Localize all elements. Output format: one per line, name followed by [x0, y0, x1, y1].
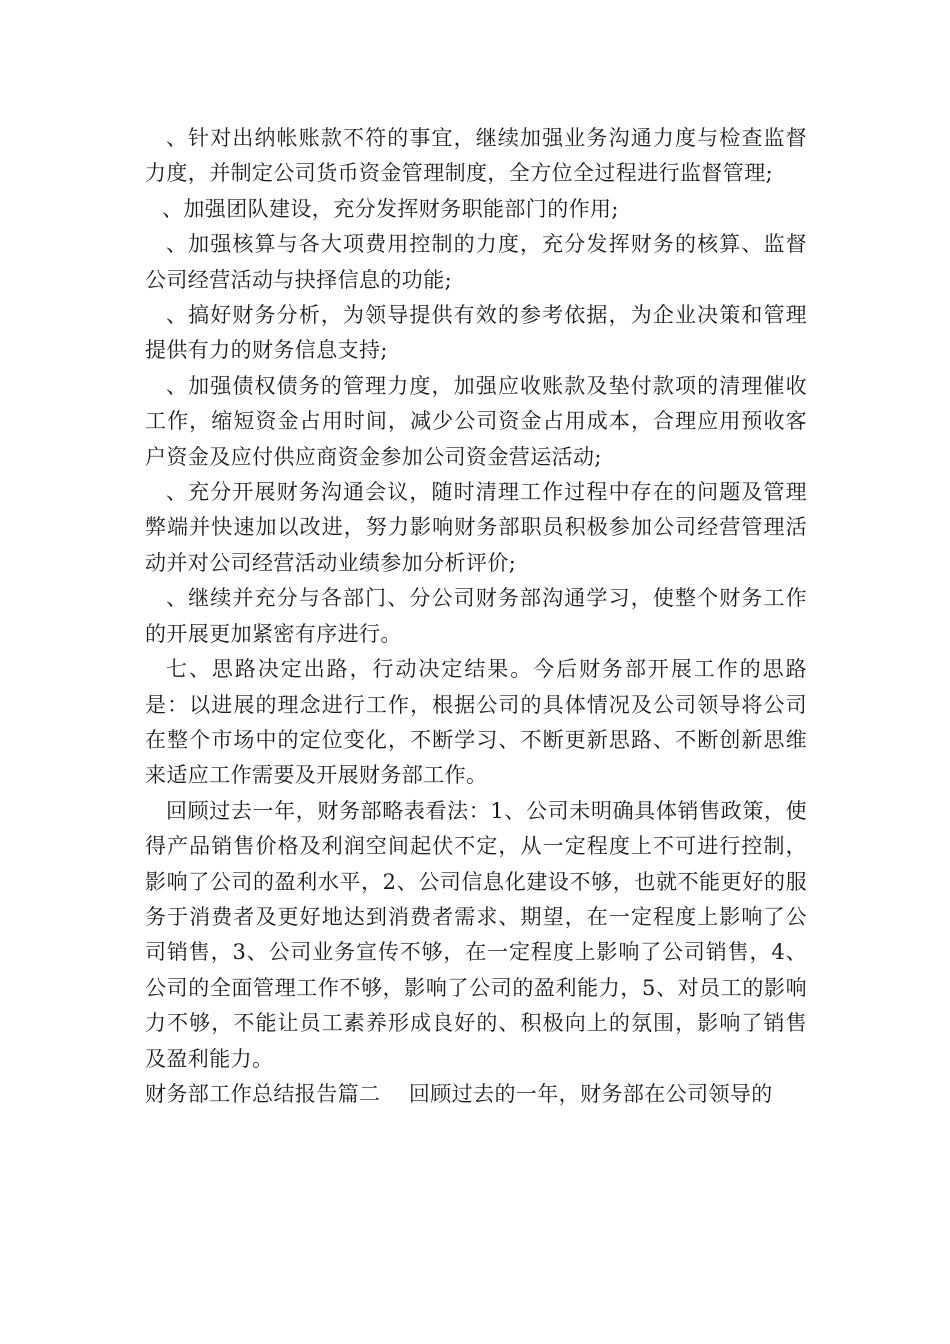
document-page	[145, 121, 807, 1112]
paragraph-communication-meetings: 、充分开展财务沟通会议，随时清理工作过程中存在的问题及管理弊端并快速加以改进，努力影响财务部职员积极参加公司经营管理活动并对公司经营活动业绩参加分析评价;	[145, 480, 807, 575]
paragraph-financial-analysis: 、搞好财务分析，为领导提供有效的参考依据，为企业决策和管理提供有力的财务信息支持;	[145, 303, 807, 363]
paragraph-debt-management: 、加强债权债务的管理力度，加强应收账款及垫付款项的清理催收工作，缩短资金占用时间，减少公司资金占用成本，合理应用预收客户资金及应付供应商资金参加公司资金营运活动;	[145, 373, 807, 469]
paragraph-year-review: 回顾过去一年，财务部略表看法：1、公司未明确具体销售政策，使得产品销售价格及利润空间起伏不定，从一定程度上不可进行控制，影响了公司的盈利水平，2、公司信息化建设不够，也就不能更好的服务于消费者及更好地达到消费者需求、期望，在一定程度上影响了公司销售，3、公司业务宣传不够，在一定程度上影响了公司销售，4、公司的全面管理工作不够，影响了公司的盈利能力，5、对员工的影响力不够，不能让员工素养形成良好的、积极向上的氛围，影响了销售及盈利能力。	[145, 798, 807, 1071]
paragraph-team-building: 、加强团队建设，充分发挥财务职能部门的作用;	[162, 196, 619, 221]
paragraph-cost-control: 、加强核算与各大项费用控制的力度，充分发挥财务的核算、监督公司经营活动与抉择信息的功能;	[145, 232, 807, 292]
paragraph-report-part-two: 财务部工作总结报告篇二 回顾过去的一年，财务部在公司领导的	[145, 1081, 773, 1106]
paragraph-section-seven: 七、思路决定出路，行动决定结果。今后财务部开展工作的思路是：以进展的理念进行工作，根据公司的具体情况及公司领导将公司在整个市场中的定位变化，不断学习、不断更新思路、不断创新思维来适应工作需要及开展财务部工作。	[145, 657, 807, 788]
paragraph-cashier-discrepancy: 、针对出纳帐账款不符的事宜，继续加强业务沟通力度与检查监督力度，并制定公司货币资金管理制度，全方位全过程进行监督管理;	[145, 126, 807, 186]
paragraph-department-learning: 、继续并充分与各部门、分公司财务部沟通学习，使整个财务工作的开展更加紧密有序进行。	[145, 586, 807, 646]
